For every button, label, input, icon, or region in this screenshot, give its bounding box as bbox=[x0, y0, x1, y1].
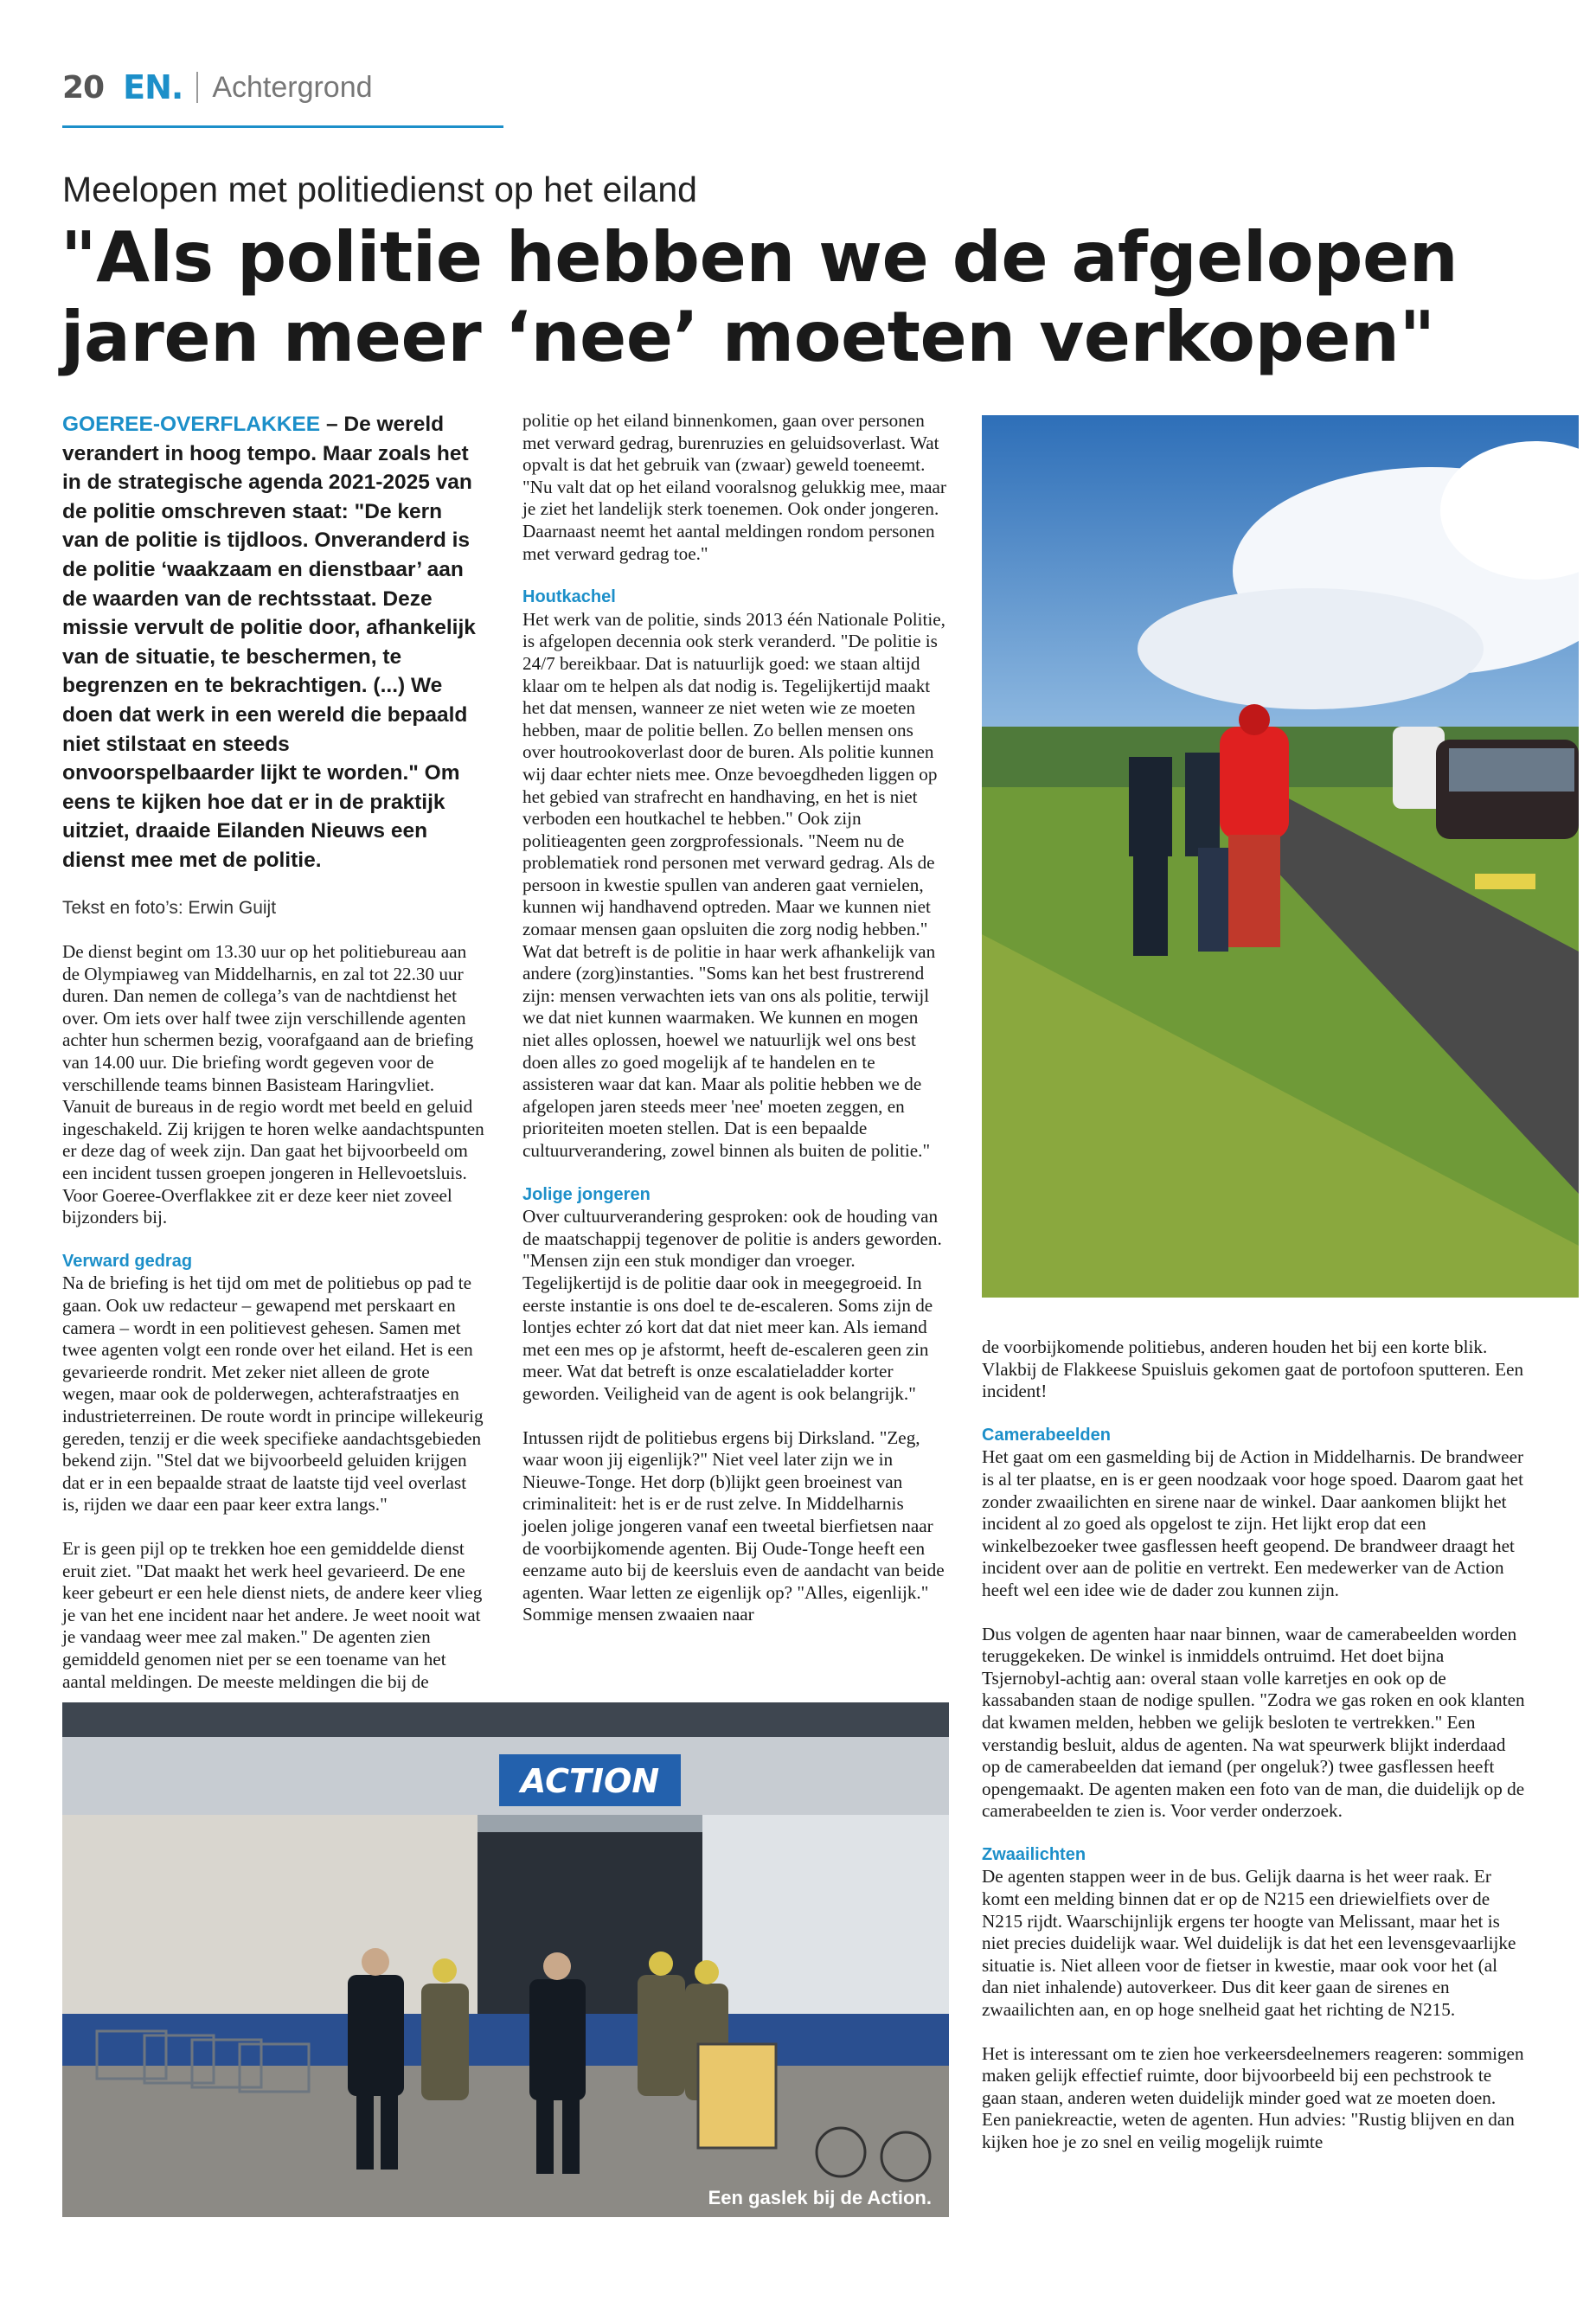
article-intro bbox=[62, 410, 484, 875]
paragraph: De dienst begint om 13.30 uur op het politiebureau aan de Olympiaweg van Middelharnis, en zal tot 22.30 uur duren. Dan nemen de collega’s van de nachtdienst het over. Om iets over half twee zijn verschillende agenten achter hun schermen bezig, voorafgaand aan de briefing van 14.00 uur. Die briefing wordt gegeven voor de verschillende teams binnen Basisteam Haringvliet. Vanuit de bureaus in de regio wordt met beeld en geluid ingeschakeld. Zij krijgen te horen welke aandachtspunten er deze dag of week zijn. Dan gaat het bijvoorbeeld om een incident tussen groepen jongeren in Hellevoetsluis. Voor Goeree-Overflakkee zit er deze keer niet zoveel bijzonders bij. bbox=[62, 941, 484, 1228]
article-headline: "Als politie hebben we de afgelopen jaren meer ‘nee’ moeten verkopen" bbox=[61, 217, 1458, 377]
intro-location: GOEREE-OVERFLAKKEE bbox=[62, 413, 321, 436]
column-2 bbox=[522, 410, 950, 1626]
paragraph: de voorbijkomende politiebus, anderen houden het bij een korte blik. Vlakbij de Flakkeese Spuisluis gekomen gaat de portofoon sputteren. Een incident! bbox=[982, 1336, 1524, 1402]
roadside-illustration bbox=[982, 415, 1579, 1298]
subheading: Zwaailichten bbox=[982, 1844, 1086, 1864]
subheading: Houtkachel bbox=[522, 587, 616, 607]
paragraph: Het is interessant om te zien hoe verkeersdeelnemers reageren: sommigen maken gelijk effectief ruimte, door bijvoorbeeld bij een pechstrook te gaan staan, anderen weten duidelijk minder goed wat ze moeten doen. Een paniekreactie, weten de agenten. Hun advies: "Rustig blijven en dan kijken hoe je zo snel en veilig mogelijk ruimte bbox=[982, 2042, 1524, 2152]
section-label: Achtergrond bbox=[212, 70, 373, 104]
paragraph: Dus volgen de agenten haar naar binnen, waar de camerabeelden worden teruggekeken. De winkel is inmiddels ontruimd. Het doet bijna Tsjernobyl-achtig aan: overal staan volle karretjes en ook op de kassabanden staan de nodige spullen. "Zodra we gas roken en ook klanten dat kwamen melden, hebben we gelijk besloten te vertrekken." Een verstandig besluit, aldus de agenten. Na wat speurwerk blijkt inderdaad op de camerabeelden dat iemand (per ongeluk?) twee gasflessen heeft opengemaakt. De agenten maken een foto van de man, die duidelijk op de camerabeelden te zien is. Voor verder onderzoek. bbox=[982, 1623, 1525, 1822]
photo-roadside bbox=[982, 415, 1579, 1298]
photo-action-store bbox=[62, 1702, 949, 2217]
store-sign: ACTION bbox=[520, 1762, 660, 1800]
paragraph: Intussen rijdt de politiebus ergens bij Dirksland. "Zeg, waar woon jij eigenlijk?" Niet veel later zijn we in Nieuwe-Tonge. Het dorp (b)lijkt geen broeinest van criminaliteit: het is er de rust zelve. In Middelharnis joelen jolige jongeren vanaf een tweetal bierfietsen naar de voorbijkomende agenten. Bij Oude-Tonge heeft een eenzame auto bij de keersluis even de aandacht van beide agenten. Waar letten ze eigenlijk op? "Alles, eigenlijk." Sommige mensen zwaaien naar bbox=[522, 1426, 945, 1625]
paragraph: De agenten stappen weer in de bus. Gelijk daarna is het weer raak. Er komt een melding binnen dat er op de N215 een driewielfiets over de N215 rijdt. Waarschijnlijk ergens ter hoogte van Melissant, maar het is niet precies duidelijk waar. Wel duidelijk is dat het een levensgevaarlijke situatie is. Niet alleen voor de fietser in kwestie, maar ook voor het (al dan niet inhalende) autoverkeer. Dus dit keer gaan de sirenes en zwaailichten aan, en op hoge snelheid gaat het richting de N215. bbox=[982, 1866, 1516, 2021]
page-number: 20 bbox=[62, 69, 105, 106]
article-kicker: Meelopen met politiedienst op het eiland bbox=[62, 170, 697, 209]
paragraph: Er is geen pijl op te trekken hoe een gemiddelde dienst eruit ziet. "Dat maakt het werk heel gevarieerd. De ene keer gebeurt er een hele dienst niets, de andere keer vlieg je van het ene incident naar het andere. Je weet nooit wat je vandaag weer mee zal maken." De agenten zien gemiddeld genomen niet per se een toename van het aantal meldingen. De meeste meldingen die bij de bbox=[62, 1537, 483, 1692]
subheading: Camerabeelden bbox=[982, 1425, 1111, 1445]
subheading: Jolige jongeren bbox=[522, 1184, 651, 1204]
header-separator bbox=[196, 72, 198, 103]
action-store-illustration bbox=[62, 1702, 949, 2217]
column-3 bbox=[982, 1336, 1527, 2154]
page-header bbox=[62, 64, 373, 111]
newspaper-logo: EN. bbox=[123, 68, 183, 106]
header-rule bbox=[62, 125, 503, 128]
column-1 bbox=[62, 410, 484, 1693]
paragraph: Het gaat om een gasmelding bij de Action in Middelharnis. De brandweer is al ter plaatse, en is er geen noodzaak voor hoge spoed. Daarom gaat het zonder zwaailichten en sirene naar de winkel. Daar aankomen blijkt het incident al zo goed als opgelost te zijn. Het lijkt erop dat een winkelbezoeker twee gasflessen heeft geopend. De brandweer draagt het incident over aan de politie en vertrekt. Een medewerker van de Action heeft wel een idee wie de dader zou kunnen zijn. bbox=[982, 1446, 1524, 1600]
photo-caption: Een gaslek bij de Action. bbox=[708, 2187, 932, 2208]
paragraph: Na de briefing is het tijd om met de politiebus op pad te gaan. Ook uw redacteur – gewapend met perskaart en camera – wordt in een politievest gehesen. Samen met twee agenten volgt een ronde over het eiland. Het is een gevarieerde rondrit. Met zeker niet alleen de grote wegen, maar ook de polderwegen, achterafstraatjes en industrieterreinen. De route wordt in principe willekeurig gereden, tenzij er die week specifieke aandachtsgebieden bekend zijn. "Stel dat we bijvoorbeeld geluiden krijgen dat er in een bepaalde straat de laatste tijd veel overlast is, rijden we daar een paar keer extra langs." bbox=[62, 1272, 484, 1516]
paragraph: Het werk van de politie, sinds 2013 één Nationale Politie, is afgelopen decennia ook sterk veranderd. "De politie is 24/7 bereikbaar. Dat is natuurlijk goed: we staan altijd klaar om te helpen als dat nodig is. Tegelijkertijd maakt het dat mensen, wanneer ze niet weten wie ze moeten hebben, maar de politie bellen. Zo bellen mensen ons over houtrookoverlast door de buren. Als politie kunnen wij daar echter niets mee. Onze bevoegdheden liggen op het gebied van strafrecht en handhaving, en het is niet verboden een houtkachel te hebben." Ook zijn politieagenten geen zorgprofessionals. "Neem nu de problematiek rond personen met verward gedrag. Als de persoon in kwestie spullen van anderen gaat vernielen, kunnen wij handhavend optreden. Maar we kunnen niet zomaar mensen gaan opsluiten die zorg nodig hebben." Wat dat betreft is de politie in haar werk afhankelijk van andere (zorg)instanties. "Soms kan het best frustrerend zijn: mensen verwachten iets van ons als politie, terwijl we dat niet kunnen waarmaken. We kunnen en mogen niet alles oplossen, hoewel we natuurlijk wel ons best doen alles zo goed mogelijk af te handelen en te assisteren waar dat kan. Maar als politie hebben we de afgelopen jaren steeds meer 'nee' moeten zeggen, en prioriteiten moeten stellen. Dat is een bepaalde cultuurverandering, zowel binnen als buiten de politie." bbox=[522, 608, 945, 1161]
article-credit: Tekst en foto’s: Erwin Guijt bbox=[62, 897, 277, 918]
paragraph: politie op het eiland binnenkomen, gaan over personen met verward gedrag, burenruzies en geluidsoverlast. Wat opvalt is dat het gebruik van (zwaar) geweld toeneemt. "Nu valt dat op het eiland vooralsnog gelukkig mee, maar je ziet het landelijk sterk toenemen. Ook onder jongeren. Daarnaast neemt het aantal meldingen rondom personen met verward gedrag toe." bbox=[522, 410, 946, 564]
subheading: Verward gedrag bbox=[62, 1251, 193, 1271]
paragraph: Over cultuurverandering gesproken: ook de houding van de maatschappij tegenover de politie is anders geworden. "Mensen zijn een stuk mondiger dan vroeger. Tegelijkertijd is de politie daar ook in meegegroeid. In eerste instantie is ons doel te de-escaleren. Soms zijn de lontjes echter zó kort dat dat niet meer kan. Als iemand met een mes op je afstormt, heeft de-escaleren geen zin meer. Wat dat betreft is onze escalatieladder korter geworden. Veiligheid van de agent is ook belangrijk." bbox=[522, 1206, 942, 1404]
intro-text: – De wereld verandert in hoog tempo. Maar zoals het in de strategische agenda 2021-2025 van de politie omschreven staat: "De kern van de politie is tijdloos. Onveranderd is de politie ‘waakzaam en dienstbaar’ aan de waarden van de rechtsstaat. Deze missie vervult de politie door, afhankelijk van de situatie, te beschermen, te begrenzen en te bekrachtigen. (...) We doen dat werk in een wereld die bepaald niet stilstaat en steeds onvoorspelbaarder lijkt te worden." Om eens te kijken hoe dat er in de praktijk uitziet, draaide Eilanden Nieuws een dienst mee met de politie. bbox=[62, 413, 476, 872]
